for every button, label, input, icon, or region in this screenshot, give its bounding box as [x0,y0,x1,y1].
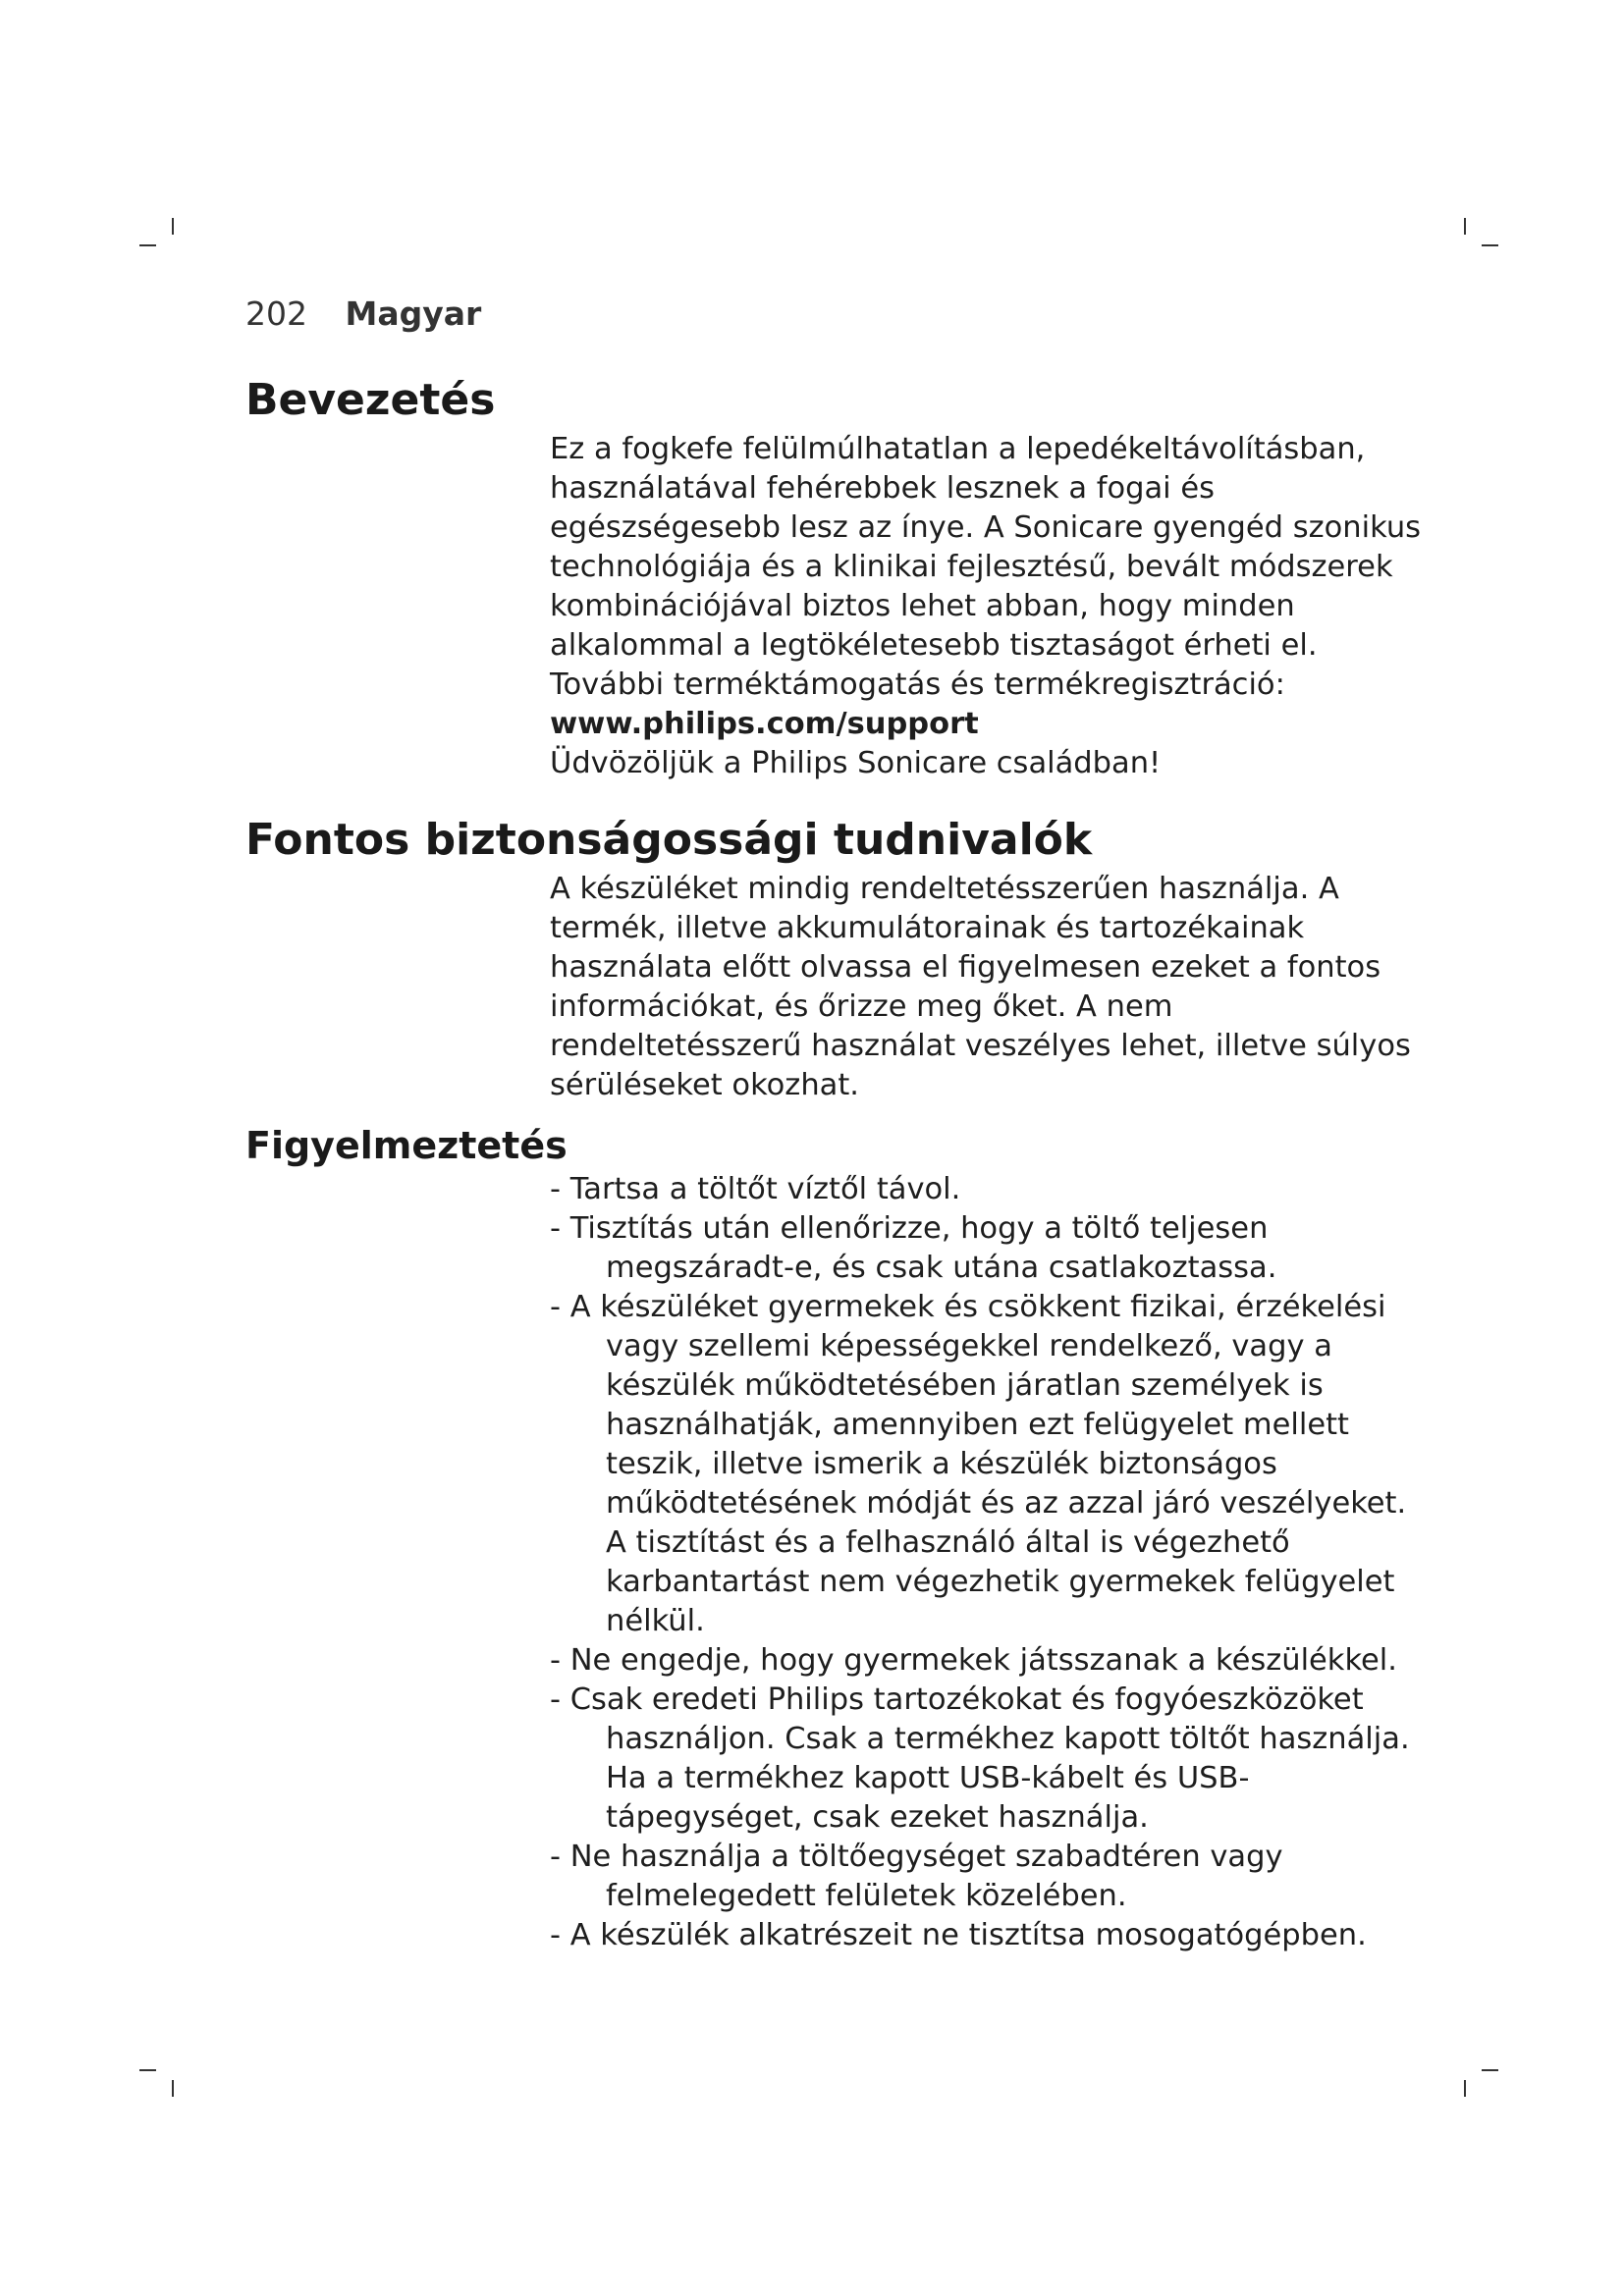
intro-heading: Bevezetés [245,375,496,425]
warning-item: - Ne használja a töltőegységet szabadtéren vagy felmelegedett felületek közelében. [550,1840,1283,1913]
intro-line: technológiája és a klinikai fejlesztésű, bevált módszerek [550,550,1393,584]
crop-mark-bottom-left-v [172,2080,174,2097]
warning-item: - A készülék alkatrészeit ne tisztítsa mosogatógépben. [550,1918,1367,1952]
warning-heading: Figyelmeztetés [245,1124,568,1167]
intro-paragraph [550,430,1422,783]
warning-list [550,1170,1414,1955]
warning-item: - Ne engedje, hogy gyermekek játsszanak a készülékkel. [550,1643,1397,1678]
crop-mark-top-left-h [139,244,156,246]
crop-mark-bottom-right-v [1464,2080,1466,2097]
intro-line: alkalommal a legtökéletesebb tisztaságot érheti el. [550,628,1318,663]
intro-line: Ez a fogkefe felülmúlhatatlan a lepedékeltávolításban, [550,432,1366,466]
safety-paragraph [550,870,1411,1105]
warning-item: - A készüléket gyermekek és csökkent fizikai, érzékelési vagy szellemi képességekkel rendelkező, vagy a készülék működtetésében járatlan személyek is használhatják, amennyiben ezt felügyelet mellett teszik, illetve ismerik a készülék biztonságos működtetésének módját és az azzal járó veszélyeket. A tisztítást és a felhasználó által is végezhető karbantartást nem végezhetik gyermekek felügyelet nélkül. [550,1290,1407,1638]
safety-line: rendeltetésszerű használat veszélyes lehet, illetve súlyos [550,1029,1411,1063]
safety-line: használata előtt olvassa el figyelmesen ezeket a fontos [550,950,1381,985]
warning-item: - Tartsa a töltőt víztől távol. [550,1172,961,1206]
intro-line: kombinációjával biztos lehet abban, hogy minden [550,589,1295,623]
crop-mark-top-right-h [1482,244,1498,246]
crop-mark-bottom-right-h [1482,2069,1498,2071]
safety-heading: Fontos biztonságossági tudnivalók [245,815,1093,865]
safety-line: termék, illetve akkumulátorainak és tartozékainak [550,911,1305,945]
intro-closing: Üdvözöljük a Philips Sonicare családban! [550,746,1162,780]
support-link[interactable]: www.philips.com/support [550,707,979,741]
intro-line: egészségesebb lesz az ínye. A Sonicare gyengéd szonikus [550,510,1422,545]
intro-line: További terméktámogatás és termékregisztráció: [550,667,1285,702]
section-language: Magyar [345,294,482,333]
crop-mark-bottom-left-h [139,2069,156,2071]
warning-item: - Tisztítás után ellenőrizze, hogy a töltő teljesen megszáradt-e, és csak utána csatlakoztassa. [550,1211,1277,1285]
warning-item: - Csak eredeti Philips tartozékokat és fogyóeszközöket használjon. Csak a termékhez kapott töltőt használja. Ha a termékhez kapott USB-kábelt és USB-tápegységet, csak ezeket használja. [550,1682,1410,1835]
crop-mark-top-left-v [172,218,174,235]
crop-mark-top-right-v [1464,218,1466,235]
running-header [245,294,481,333]
intro-line: használatával fehérebbek lesznek a fogai és [550,471,1215,506]
safety-line: információkat, és őrizze meg őket. A nem [550,989,1173,1024]
safety-line: sérüléseket okozhat. [550,1068,859,1102]
safety-line: A készüléket mindig rendeltetésszerűen használja. A [550,872,1339,906]
page-number: 202 [245,294,307,333]
